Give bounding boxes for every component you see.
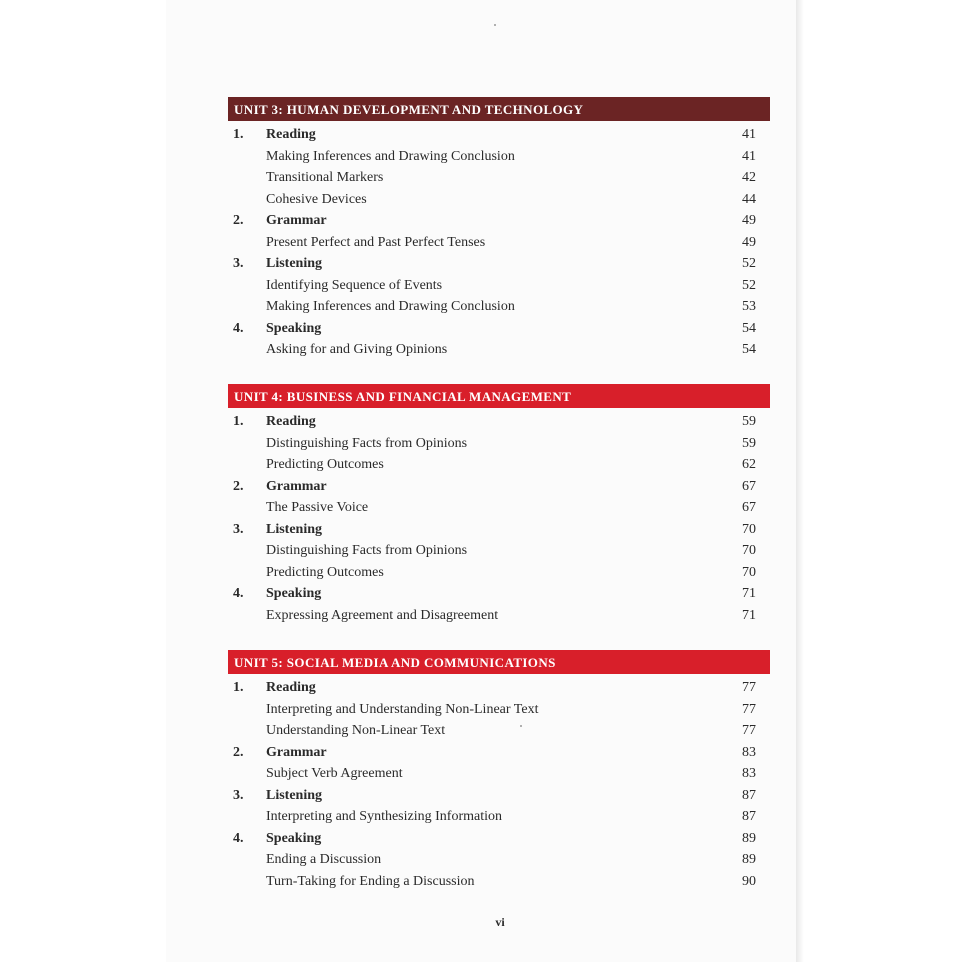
toc-topic-row xyxy=(228,146,770,168)
toc-section-row xyxy=(228,411,770,433)
toc-topic-row xyxy=(228,296,770,318)
toc-item-title: Understanding Non-Linear Text xyxy=(266,723,446,738)
toc-topic-row xyxy=(228,454,770,476)
toc-item-title: Listening xyxy=(266,256,323,271)
toc-item-title: Grammar xyxy=(266,478,327,494)
toc-page-number: 71 xyxy=(742,586,756,601)
toc-page-number: 70 xyxy=(742,543,756,558)
toc-page-number: 67 xyxy=(742,478,756,494)
toc-section-row xyxy=(228,583,770,605)
toc-page-number: 44 xyxy=(742,191,756,207)
toc-section-row xyxy=(228,124,770,146)
toc-section-row xyxy=(228,828,770,850)
unit-3-rows xyxy=(228,124,770,361)
toc-topic-row xyxy=(228,275,770,297)
toc-page-number: 70 xyxy=(742,521,756,537)
toc-page-number: 42 xyxy=(742,170,756,185)
toc-item-number: 2. xyxy=(233,744,244,760)
toc-page-number: 49 xyxy=(742,213,756,228)
page-edge-shadow xyxy=(796,0,804,962)
toc-item-number: 4. xyxy=(233,320,244,336)
toc-item-title: Grammar xyxy=(266,213,327,228)
toc-item-title: Distinguishing Facts from Opinions xyxy=(266,435,468,451)
toc-item-title: Listening xyxy=(266,787,323,803)
toc-page-number: 77 xyxy=(742,723,756,738)
toc-page-number: 59 xyxy=(742,414,756,429)
toc-item-title: Listening xyxy=(266,521,323,537)
toc-topic-row xyxy=(228,605,770,627)
toc-item-number: 3. xyxy=(233,256,244,271)
toc-item-number: 1. xyxy=(233,680,244,695)
toc-topic-row xyxy=(228,806,770,828)
unit-3-header: UNIT 3: HUMAN DEVELOPMENT AND TECHNOLOGY xyxy=(228,97,770,121)
toc-page-number: 62 xyxy=(742,457,756,472)
toc-item-title: Identifying Sequence of Events xyxy=(266,277,443,293)
toc-item-title: Ending a Discussion xyxy=(266,852,382,867)
toc-page-number: 54 xyxy=(742,342,756,357)
toc-item-number: 4. xyxy=(233,830,244,846)
toc-page-number: 90 xyxy=(742,873,756,889)
toc-item-title: Asking for and Giving Opinions xyxy=(266,342,448,357)
toc-item-title: Speaking xyxy=(266,320,322,336)
toc-page-number: 77 xyxy=(742,680,756,695)
unit-5-rows xyxy=(228,677,770,892)
toc-page-number: 54 xyxy=(742,320,756,336)
toc-topic-row xyxy=(228,167,770,189)
toc-topic-row xyxy=(228,540,770,562)
unit-5-section xyxy=(228,650,770,892)
unit-4-rows xyxy=(228,411,770,626)
toc-item-number: 1. xyxy=(233,414,244,429)
toc-topic-row xyxy=(228,849,770,871)
unit-5-header: UNIT 5: SOCIAL MEDIA AND COMMUNICATIONS xyxy=(228,650,770,674)
toc-page-number: 89 xyxy=(742,852,756,867)
toc-section-row xyxy=(228,476,770,498)
toc-topic-row xyxy=(228,232,770,254)
unit-4-section xyxy=(228,384,770,626)
toc-page-number: 53 xyxy=(742,299,756,314)
toc-item-title: Reading xyxy=(266,414,316,429)
toc-section-row xyxy=(228,785,770,807)
toc-item-title: Speaking xyxy=(266,830,322,846)
scan-speck xyxy=(494,24,496,26)
toc-item-title: Grammar xyxy=(266,744,327,760)
toc-item-number: 4. xyxy=(233,586,244,601)
toc-item-title: Expressing Agreement and Disagreement xyxy=(266,607,499,623)
toc-page-number: 71 xyxy=(742,607,756,623)
toc-item-title: Subject Verb Agreement xyxy=(266,766,403,781)
toc-page-number: 77 xyxy=(742,701,756,717)
toc-item-title: Present Perfect and Past Perfect Tenses xyxy=(266,234,486,250)
toc-topic-row xyxy=(228,871,770,893)
toc-item-title: Predicting Outcomes xyxy=(266,564,384,580)
toc-item-number: 1. xyxy=(233,127,244,142)
toc-item-title: The Passive Voice xyxy=(266,500,369,515)
toc-topic-row xyxy=(228,497,770,519)
toc-item-title: Reading xyxy=(266,127,316,142)
toc-topic-row xyxy=(228,339,770,361)
toc-page-number: 89 xyxy=(742,830,756,846)
toc-item-number: 3. xyxy=(233,521,244,537)
toc-page-number: 52 xyxy=(742,256,756,271)
toc-page-number: 49 xyxy=(742,234,756,250)
page-number-footer: vi xyxy=(495,915,505,929)
toc-item-title: Making Inferences and Drawing Conclusion xyxy=(266,148,515,164)
toc-item-title: Interpreting and Synthesizing Information xyxy=(266,809,502,824)
toc-item-title: Interpreting and Understanding Non-Linear Text xyxy=(266,701,539,717)
unit-3-section xyxy=(228,97,770,361)
toc-topic-row xyxy=(228,763,770,785)
toc-item-title: Transitional Markers xyxy=(266,170,384,185)
toc-item-number: 2. xyxy=(233,478,244,494)
toc-page-number: 52 xyxy=(742,277,756,293)
toc-section-row xyxy=(228,742,770,764)
toc-section-row xyxy=(228,210,770,232)
toc-topic-row xyxy=(228,699,770,721)
toc-item-number: 2. xyxy=(233,213,244,228)
toc-item-title: Cohesive Devices xyxy=(266,191,367,207)
toc-item-title: Reading xyxy=(266,680,316,695)
toc-page-number: 83 xyxy=(742,744,756,760)
toc-page-number: 87 xyxy=(742,809,756,824)
toc-item-title: Making Inferences and Drawing Conclusion xyxy=(266,299,515,314)
toc-topic-row xyxy=(228,433,770,455)
toc-section-row xyxy=(228,253,770,275)
toc-topic-row xyxy=(228,562,770,584)
toc-page-number: 87 xyxy=(742,787,756,803)
toc-item-title: Speaking xyxy=(266,586,322,601)
toc-topic-row xyxy=(228,720,770,742)
toc-page-number: 67 xyxy=(742,500,756,515)
toc-page-number: 41 xyxy=(742,127,756,142)
toc-section-row xyxy=(228,318,770,340)
toc-page-number: 41 xyxy=(742,148,756,164)
toc-topic-row xyxy=(228,189,770,211)
toc-item-title: Turn-Taking for Ending a Discussion xyxy=(266,873,475,889)
toc-section-row xyxy=(228,677,770,699)
toc-page-number: 83 xyxy=(742,766,756,781)
toc-section-row xyxy=(228,519,770,541)
toc-item-title: Predicting Outcomes xyxy=(266,457,384,472)
toc-page-number: 59 xyxy=(742,435,756,451)
toc-page-number: 70 xyxy=(742,564,756,580)
toc-item-number: 3. xyxy=(233,787,244,803)
unit-4-header: UNIT 4: BUSINESS AND FINANCIAL MANAGEMENT xyxy=(228,384,770,408)
toc-item-title: Distinguishing Facts from Opinions xyxy=(266,543,468,558)
